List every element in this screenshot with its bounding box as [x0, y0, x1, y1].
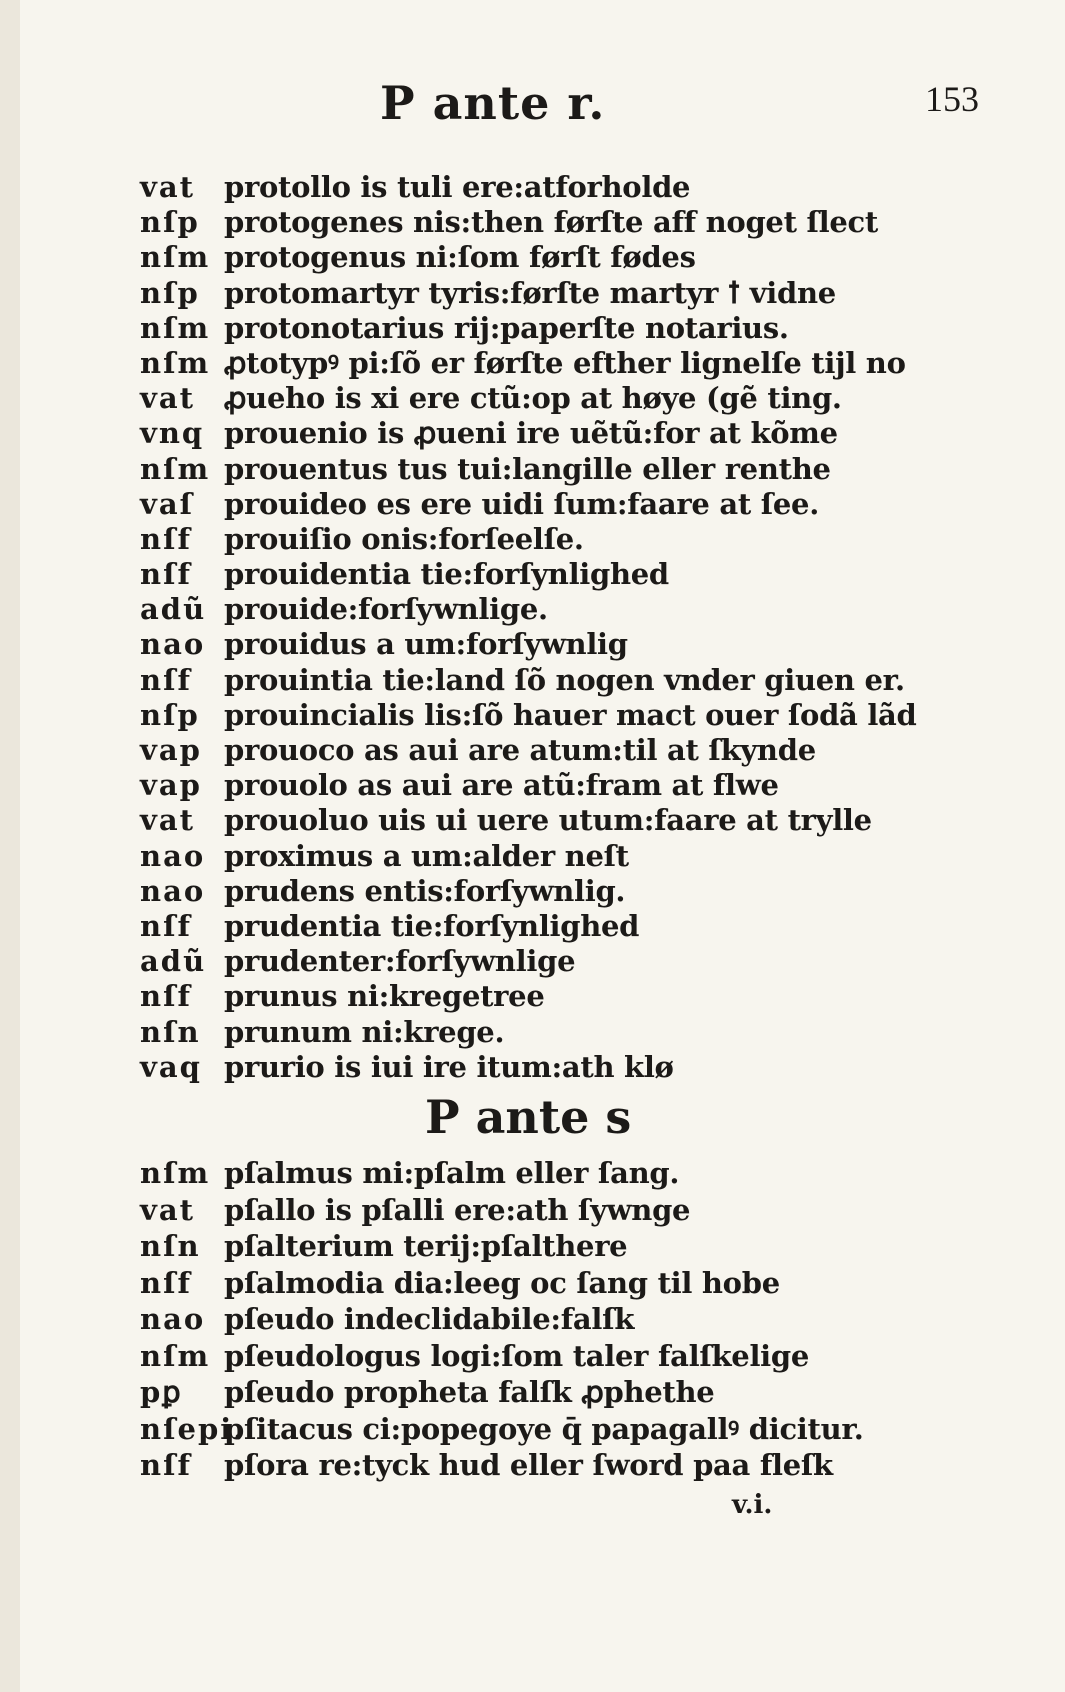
entry-text: proximus a um:alder neſt [224, 838, 629, 873]
entry-text: prudenter:forſywnlige [224, 944, 576, 979]
section-s-entries [140, 1155, 960, 1484]
dictionary-entry [140, 205, 960, 240]
grammar-tag: nſf [140, 557, 193, 592]
grammar-tag: nſp [140, 205, 200, 240]
dictionary-entry [140, 170, 960, 205]
entry-text: ꝓtotypꝰ pi:ſõ er førſte efther lignelſe tijl no [224, 345, 906, 380]
entry-text: prudens entis:forſywnlig. [224, 873, 626, 908]
grammar-tag: nſm [140, 1156, 211, 1190]
entry-text: prouincialis lis:ſõ hauer mact ouer ſodã lãd [224, 697, 917, 732]
dictionary-entry [140, 874, 960, 909]
grammar-tag: nſf [140, 979, 193, 1014]
dictionary-entry [140, 1447, 960, 1484]
entry-text: prouiſio onis:forſeelſe. [224, 521, 584, 556]
entry-text: prouoluo uis ui uere utum:faare at trylle [224, 803, 872, 838]
entry-text: protogenus ni:ſom førſt fødes [224, 240, 696, 275]
grammar-tag: vnq [140, 416, 205, 451]
section-r-entries [140, 170, 960, 1085]
entry-text: prouintia tie:land ſõ nogen vnder giuen er. [224, 662, 905, 697]
entry-text: pſalmus mi:pſalm eller ſang. [224, 1156, 680, 1190]
dictionary-entry [140, 663, 960, 698]
dictionary-entry [140, 276, 960, 311]
dictionary-entry [140, 909, 960, 944]
section-heading-s: P ante s [425, 1090, 632, 1144]
grammar-tag: vat [140, 803, 196, 838]
dictionary-entry [140, 1374, 960, 1411]
entry-text: pſalterium terij:pſalthere [224, 1229, 628, 1263]
entry-text: pſeudo propheta falſk ꝓphethe [224, 1375, 715, 1409]
dictionary-entry [140, 557, 960, 592]
book-page [20, 0, 1065, 1692]
entry-text: protogenes nis:then førſte aff noget ſlect [224, 205, 878, 240]
grammar-tag: nſm [140, 310, 211, 345]
entry-text: ꝓueho is xi ere ctũ:op at høye (gẽ ting. [224, 381, 842, 416]
dictionary-entry [140, 1192, 960, 1229]
grammar-tag: nſm [140, 451, 211, 486]
grammar-tag: nao [140, 873, 206, 908]
entry-text: pſalmodia dia:leeg oc ſang til hobe [224, 1265, 780, 1300]
grammar-tag: nſm [140, 1338, 211, 1373]
grammar-tag: vap [140, 733, 202, 767]
dictionary-entry [140, 346, 960, 381]
grammar-tag: vaq [140, 1049, 202, 1084]
dictionary-entry [140, 416, 960, 451]
dictionary-entry [140, 1155, 960, 1192]
grammar-tag: nſepi. [140, 1411, 246, 1446]
dictionary-entry [140, 487, 960, 522]
grammar-tag: nſf [140, 662, 193, 697]
entry-text: pſora re:tyck hud eller ſword paa fleſk [224, 1448, 833, 1482]
entry-text: prouentus tus tui:langille eller renthe [224, 451, 831, 486]
entry-text: pſeudologus logi:ſom taler falſkelige [224, 1338, 810, 1373]
dictionary-entry [140, 733, 960, 768]
dictionary-entry [140, 1228, 960, 1265]
dictionary-entry [140, 768, 960, 803]
entry-text: prunum ni:krege. [224, 1014, 505, 1049]
dictionary-entry [140, 698, 960, 733]
grammar-tag: nao [140, 1302, 206, 1336]
grammar-tag: vaſ [140, 486, 195, 521]
grammar-tag: nſm [140, 240, 211, 275]
dictionary-entry [140, 1050, 960, 1085]
grammar-tag: nſm [140, 345, 211, 380]
entry-text: pſallo is pſalli ere:ath ſywnge [224, 1192, 691, 1227]
grammar-tag: nſp [140, 697, 200, 732]
dictionary-entry [140, 1338, 960, 1375]
dictionary-entry [140, 627, 960, 662]
entry-text: prouide:forſywnlige. [224, 592, 548, 627]
grammar-tag: adũ [140, 944, 207, 979]
dictionary-entry [140, 1411, 960, 1448]
grammar-tag: vat [140, 1192, 196, 1227]
dictionary-entry [140, 381, 960, 416]
grammar-tag: nao [140, 838, 206, 873]
grammar-tag: vap [140, 768, 202, 803]
entry-text: prouidentia tie:forſynlighed [224, 557, 669, 592]
entry-text: protollo is tuli ere:atforholde [224, 170, 691, 204]
dictionary-entry [140, 979, 960, 1014]
entry-text: pſeudo indeclidabile:falſk [224, 1302, 635, 1336]
scan-edge [0, 0, 21, 1692]
grammar-tag: nſf [140, 1265, 193, 1300]
grammar-tag: nſp [140, 275, 200, 310]
dictionary-entry [140, 803, 960, 838]
grammar-tag: nſf [140, 521, 193, 556]
dictionary-entry [140, 522, 960, 557]
grammar-tag: nſn [140, 1229, 201, 1263]
grammar-tag: nſf [140, 908, 193, 943]
dictionary-entry [140, 311, 960, 346]
entry-text: prouidus a um:forſywnlig [224, 627, 628, 662]
dictionary-entry [140, 452, 960, 487]
grammar-tag: adũ [140, 592, 207, 627]
grammar-tag: nao [140, 627, 206, 662]
dictionary-entry [140, 839, 960, 874]
dictionary-entry [140, 1265, 960, 1302]
grammar-tag: nſf [140, 1448, 193, 1482]
dictionary-entry [140, 944, 960, 979]
dictionary-entry [140, 1015, 960, 1050]
entry-text: prurio is iui ire itum:ath klø [224, 1049, 674, 1084]
entry-text: prouenio is ꝓueni ire uẽtũ:for at kõme [224, 416, 838, 451]
grammar-tag: pꝑ [140, 1375, 183, 1409]
dictionary-entry [140, 592, 960, 627]
signature-mark: v.i. [732, 1490, 773, 1520]
grammar-tag: nſn [140, 1014, 201, 1049]
entry-text: prouoco as aui are atum:til at ſkynde [224, 733, 816, 767]
page-number: 153 [925, 79, 979, 119]
grammar-tag: vat [140, 381, 196, 416]
entry-text: prouideo es ere uidi ſum:faare at ſee. [224, 486, 819, 521]
entry-text: prunus ni:kregetree [224, 979, 545, 1014]
entry-text: prouolo as aui are atũ:fram at flwe [224, 768, 779, 803]
entry-text: protomartyr tyris:førſte martyr ꝉ vidne [224, 275, 836, 310]
entry-text: protonotarius rij:paperſte notarius. [224, 310, 789, 345]
entry-text: pſitacus ci:popegoye q̄ papagallꝰ dicitur. [224, 1411, 864, 1446]
dictionary-entry [140, 1301, 960, 1338]
dictionary-entry [140, 240, 960, 275]
grammar-tag: vat [140, 170, 196, 204]
running-head: P ante r. [380, 76, 606, 130]
entry-text: prudentia tie:forſynlighed [224, 908, 640, 943]
